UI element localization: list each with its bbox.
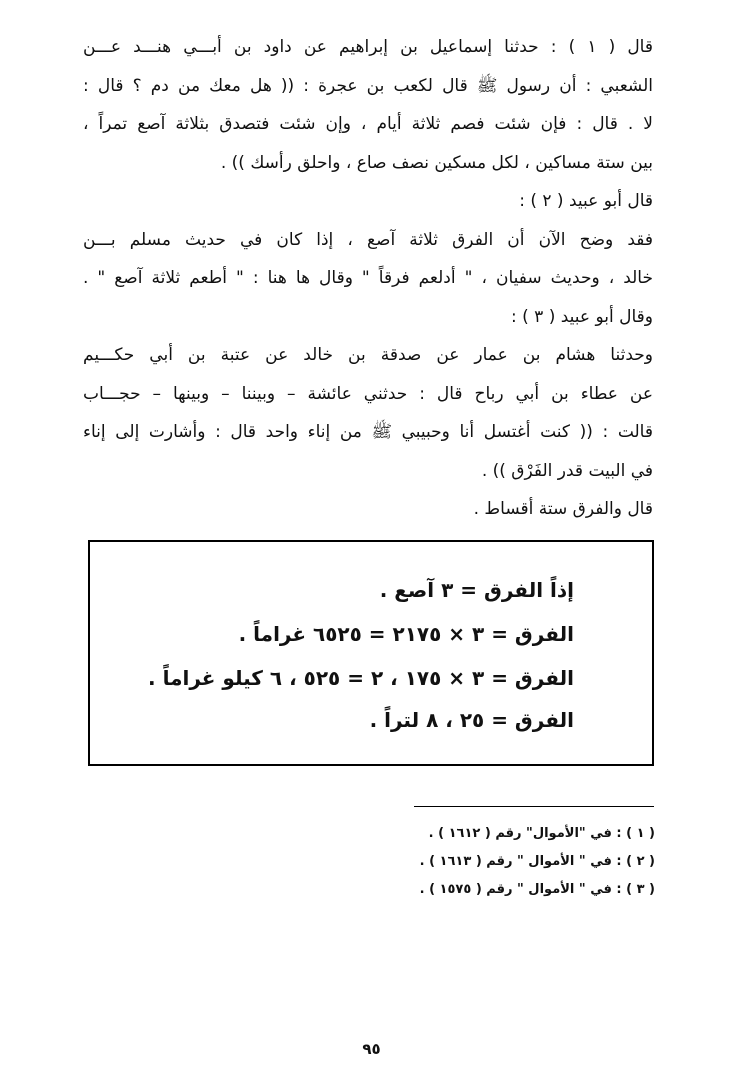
text-line: عن عطاء بن أبي رباح قال : حدثني عائشة – وبيننا – وبينها – حجـــاب [83, 383, 653, 404]
footnote: ( ٢ ) : في " الأموال " رقم ( ١٦١٣ ) . [419, 854, 655, 869]
calculation-line: إذاً الفرق = ٣ آصع . [379, 578, 574, 602]
footnote-divider [414, 806, 654, 807]
footnote: ( ٣ ) : في " الأموال " رقم ( ١٥٧٥ ) . [419, 882, 655, 897]
main-text [83, 28, 653, 529]
footnotes [355, 820, 655, 904]
text-line: بين ستة مساكين ، لكل مسكين نصف صاع ، واحلق رأسك )) . [220, 152, 653, 173]
calculation-line: الفرق = ٣ × ٢١٧٥ = ٦٥٢٥ غراماً . [238, 622, 574, 646]
footnote: ( ١ ) : في "الأموال" رقم ( ١٦١٢ ) . [428, 826, 655, 841]
text-line: وقال أبو عبيد ( ٣ ) : [511, 306, 653, 327]
text-line: في البيت قدر الفَرْق )) . [481, 460, 653, 481]
text-line: قالت : (( كنت أغتسل أنا وحبيبي ﷺ من إناء واحد قال : وأشارت إلى إناء [83, 422, 653, 442]
text-line: قال ( ١ ) : حدثنا إسماعيل بن إبراهيم عن داود بن أبـــي هنـــد عـــن [83, 37, 653, 57]
calculation-box [88, 540, 654, 766]
text-line: خالد ، وحديث سفيان ، " أدلعم فرقاً " وقال ها هنا : " أطعم ثلاثة آصع " . [83, 268, 653, 288]
text-line: الشعبي : أن رسول ﷺ قال لكعب بن عجرة : (( هل معك من دم ؟ قال : [83, 75, 653, 96]
calculation-line: الفرق = ٣ × ١٧٥ ، ٢ = ٥٢٥ ، ٦ كيلو غراماً . [148, 666, 574, 690]
text-line: فقد وضح الآن أن الفرق ثلاثة آصع ، إذا كان في حديث مسلم بـــن [83, 229, 653, 250]
text-line: قال والفرق ستة أقساط . [473, 499, 653, 519]
page-number: ٩٥ [362, 1040, 381, 1058]
calculation-line: الفرق = ٢٥ ، ٨ لتراً . [369, 708, 574, 732]
text-line: قال أبو عبيد ( ٢ ) : [519, 191, 653, 211]
text-line: وحدثنا هشام بن عمار عن صدقة بن خالد عن عتبة بن أبي حكـــيم [83, 345, 653, 365]
text-line: لا . قال : فإن شئت فصم ثلاثة أيام ، وإن شئت فتصدق بثلاثة آصع تمراً ، [83, 114, 653, 134]
